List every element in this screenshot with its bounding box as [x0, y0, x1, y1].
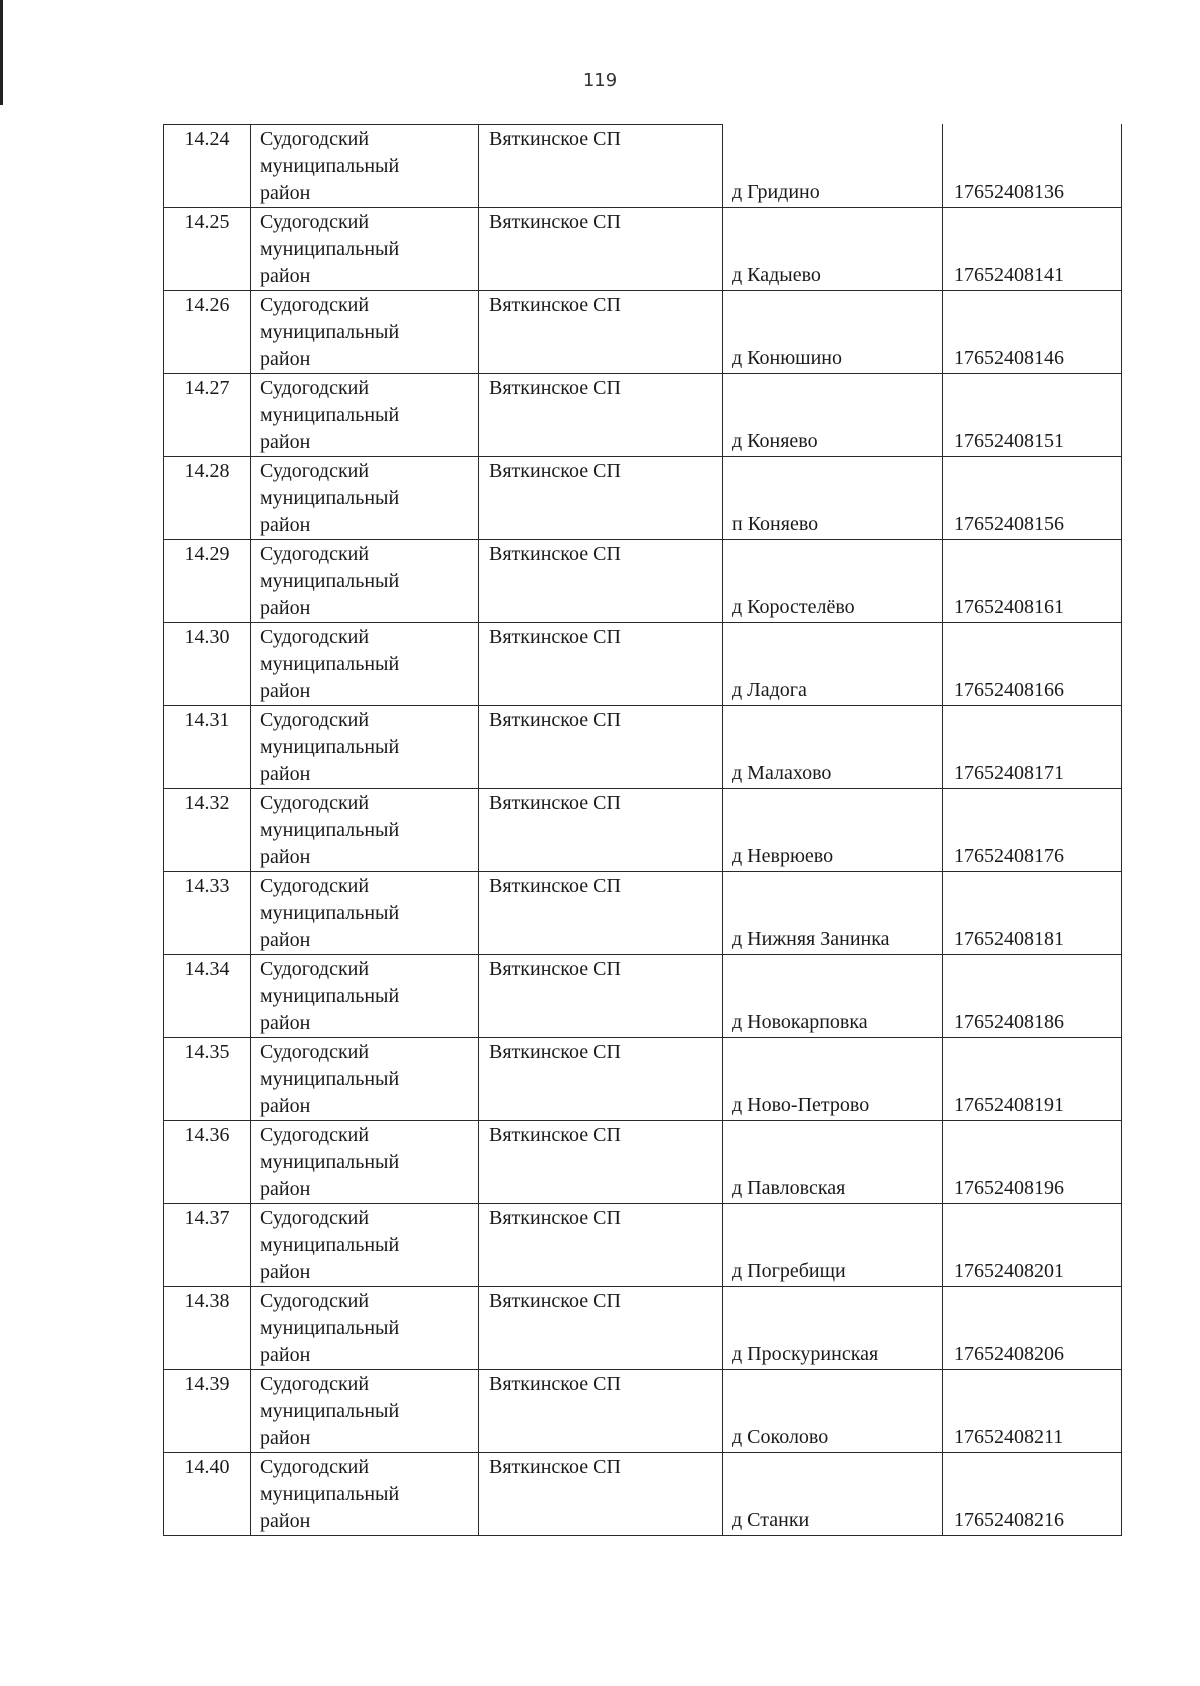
- district-cell: [251, 291, 479, 374]
- district-line: муниципальный: [260, 1317, 400, 1339]
- settlement-cell: Вяткинское СП: [479, 540, 723, 623]
- district-line: Судогодский: [260, 875, 370, 897]
- code-cell: 17652408136: [943, 125, 1122, 208]
- code-cell: 17652408171: [943, 706, 1122, 789]
- row-number-cell: 14.25: [164, 208, 251, 291]
- district-line: муниципальный: [260, 1068, 400, 1090]
- district-line: Судогодский: [260, 709, 370, 731]
- row-number-cell: 14.34: [164, 955, 251, 1038]
- row-number-cell: 14.36: [164, 1121, 251, 1204]
- locality-cell: д Павловская: [723, 1121, 943, 1204]
- district-line: Судогодский: [260, 1124, 370, 1146]
- locality-cell: д Неврюево: [723, 789, 943, 872]
- table-row: [164, 1370, 1122, 1453]
- district-line: Судогодский: [260, 1207, 370, 1229]
- settlement-cell: Вяткинское СП: [479, 1453, 723, 1536]
- row-number-cell: 14.26: [164, 291, 251, 374]
- settlement-cell: Вяткинское СП: [479, 125, 723, 208]
- row-number-cell: 14.38: [164, 1287, 251, 1370]
- district-line: район: [260, 1427, 311, 1449]
- district-cell: [251, 125, 479, 208]
- row-number-cell: 14.30: [164, 623, 251, 706]
- district-line: район: [260, 265, 311, 287]
- district-line: район: [260, 1261, 311, 1283]
- district-line: район: [260, 1510, 311, 1532]
- district-line: район: [260, 680, 311, 702]
- settlement-cell: Вяткинское СП: [479, 291, 723, 374]
- code-cell: 17652408181: [943, 872, 1122, 955]
- code-cell: 17652408166: [943, 623, 1122, 706]
- table-row: [164, 374, 1122, 457]
- settlement-cell: Вяткинское СП: [479, 955, 723, 1038]
- district-cell: [251, 1453, 479, 1536]
- district-line: Судогодский: [260, 1456, 370, 1478]
- district-cell: [251, 1287, 479, 1370]
- table-row: [164, 789, 1122, 872]
- code-cell: 17652408201: [943, 1204, 1122, 1287]
- settlement-cell: Вяткинское СП: [479, 1121, 723, 1204]
- district-line: Судогодский: [260, 958, 370, 980]
- table-row: [164, 623, 1122, 706]
- district-line: муниципальный: [260, 985, 400, 1007]
- locality-cell: д Кадыево: [723, 208, 943, 291]
- district-line: район: [260, 182, 311, 204]
- row-number-cell: 14.31: [164, 706, 251, 789]
- code-cell: 17652408186: [943, 955, 1122, 1038]
- code-cell: 17652408161: [943, 540, 1122, 623]
- locality-cell: д Новокарповка: [723, 955, 943, 1038]
- district-cell: [251, 1370, 479, 1453]
- district-line: Судогодский: [260, 626, 370, 648]
- district-line: Судогодский: [260, 1041, 370, 1063]
- row-number-cell: 14.29: [164, 540, 251, 623]
- settlement-cell: Вяткинское СП: [479, 1204, 723, 1287]
- district-cell: [251, 623, 479, 706]
- locality-cell: д Нижняя Занинка: [723, 872, 943, 955]
- district-line: район: [260, 597, 311, 619]
- district-cell: [251, 1204, 479, 1287]
- district-line: Судогодский: [260, 1373, 370, 1395]
- district-line: муниципальный: [260, 487, 400, 509]
- district-cell: [251, 457, 479, 540]
- district-line: район: [260, 763, 311, 785]
- settlement-cell: Вяткинское СП: [479, 1287, 723, 1370]
- district-line: район: [260, 1095, 311, 1117]
- district-line: муниципальный: [260, 736, 400, 758]
- district-cell: [251, 1121, 479, 1204]
- table-row: [164, 291, 1122, 374]
- district-line: Судогодский: [260, 460, 370, 482]
- settlement-cell: Вяткинское СП: [479, 1370, 723, 1453]
- code-cell: 17652408146: [943, 291, 1122, 374]
- row-number-cell: 14.33: [164, 872, 251, 955]
- district-line: Судогодский: [260, 211, 370, 233]
- code-cell: 17652408141: [943, 208, 1122, 291]
- district-line: муниципальный: [260, 238, 400, 260]
- district-line: муниципальный: [260, 404, 400, 426]
- locality-cell: д Ладога: [723, 623, 943, 706]
- table-row: [164, 457, 1122, 540]
- district-line: Судогодский: [260, 377, 370, 399]
- row-number-cell: 14.28: [164, 457, 251, 540]
- locality-cell: д Конюшино: [723, 291, 943, 374]
- code-cell: 17652408216: [943, 1453, 1122, 1536]
- table-row: [164, 540, 1122, 623]
- table-row: [164, 1287, 1122, 1370]
- district-cell: [251, 208, 479, 291]
- district-line: район: [260, 846, 311, 868]
- district-line: муниципальный: [260, 1151, 400, 1173]
- code-cell: 17652408196: [943, 1121, 1122, 1204]
- table-row: [164, 125, 1122, 208]
- row-number-cell: 14.39: [164, 1370, 251, 1453]
- district-line: Судогодский: [260, 294, 370, 316]
- district-line: Судогодский: [260, 792, 370, 814]
- district-line: район: [260, 1178, 311, 1200]
- settlement-cell: Вяткинское СП: [479, 208, 723, 291]
- locality-cell: д Ново-Петрово: [723, 1038, 943, 1121]
- locality-cell: д Коростелёво: [723, 540, 943, 623]
- row-number-cell: 14.24: [164, 125, 251, 208]
- district-line: муниципальный: [260, 155, 400, 177]
- settlements-table: [163, 124, 1122, 1536]
- district-cell: [251, 955, 479, 1038]
- table-row: [164, 1121, 1122, 1204]
- table-row: [164, 208, 1122, 291]
- row-number-cell: 14.37: [164, 1204, 251, 1287]
- district-line: муниципальный: [260, 819, 400, 841]
- settlement-cell: Вяткинское СП: [479, 374, 723, 457]
- settlement-cell: Вяткинское СП: [479, 623, 723, 706]
- settlement-cell: Вяткинское СП: [479, 457, 723, 540]
- row-number-cell: 14.35: [164, 1038, 251, 1121]
- table-row: [164, 955, 1122, 1038]
- district-line: Судогодский: [260, 543, 370, 565]
- district-line: муниципальный: [260, 902, 400, 924]
- district-line: муниципальный: [260, 321, 400, 343]
- locality-cell: д Проскуринская: [723, 1287, 943, 1370]
- row-number-cell: 14.27: [164, 374, 251, 457]
- code-cell: 17652408206: [943, 1287, 1122, 1370]
- district-line: муниципальный: [260, 570, 400, 592]
- locality-cell: д Малахово: [723, 706, 943, 789]
- district-line: район: [260, 1344, 311, 1366]
- locality-cell: д Соколово: [723, 1370, 943, 1453]
- locality-cell: п Коняево: [723, 457, 943, 540]
- settlement-cell: Вяткинское СП: [479, 1038, 723, 1121]
- district-cell: [251, 1038, 479, 1121]
- code-cell: 17652408211: [943, 1370, 1122, 1453]
- code-cell: 17652408156: [943, 457, 1122, 540]
- district-line: муниципальный: [260, 1234, 400, 1256]
- district-line: муниципальный: [260, 1483, 400, 1505]
- district-line: район: [260, 431, 311, 453]
- district-line: муниципальный: [260, 1400, 400, 1422]
- table-row: [164, 872, 1122, 955]
- settlement-cell: Вяткинское СП: [479, 872, 723, 955]
- district-cell: [251, 540, 479, 623]
- table-row: [164, 706, 1122, 789]
- district-cell: [251, 706, 479, 789]
- district-line: Судогодский: [260, 128, 370, 150]
- locality-cell: д Коняево: [723, 374, 943, 457]
- district-cell: [251, 789, 479, 872]
- code-cell: 17652408176: [943, 789, 1122, 872]
- code-cell: 17652408151: [943, 374, 1122, 457]
- table-row: [164, 1204, 1122, 1287]
- district-cell: [251, 872, 479, 955]
- table-row: [164, 1038, 1122, 1121]
- district-cell: [251, 374, 479, 457]
- locality-cell: д Гридино: [723, 125, 943, 208]
- row-number-cell: 14.32: [164, 789, 251, 872]
- table-row: [164, 1453, 1122, 1536]
- locality-cell: д Станки: [723, 1453, 943, 1536]
- district-line: район: [260, 514, 311, 536]
- settlements-table-body: [164, 125, 1122, 1536]
- district-line: район: [260, 348, 311, 370]
- settlement-cell: Вяткинское СП: [479, 706, 723, 789]
- district-line: район: [260, 929, 311, 951]
- page-number: 119: [582, 70, 618, 91]
- code-cell: 17652408191: [943, 1038, 1122, 1121]
- district-line: муниципальный: [260, 653, 400, 675]
- settlement-cell: Вяткинское СП: [479, 789, 723, 872]
- locality-cell: д Погребищи: [723, 1204, 943, 1287]
- district-line: Судогодский: [260, 1290, 370, 1312]
- district-line: район: [260, 1012, 311, 1034]
- row-number-cell: 14.40: [164, 1453, 251, 1536]
